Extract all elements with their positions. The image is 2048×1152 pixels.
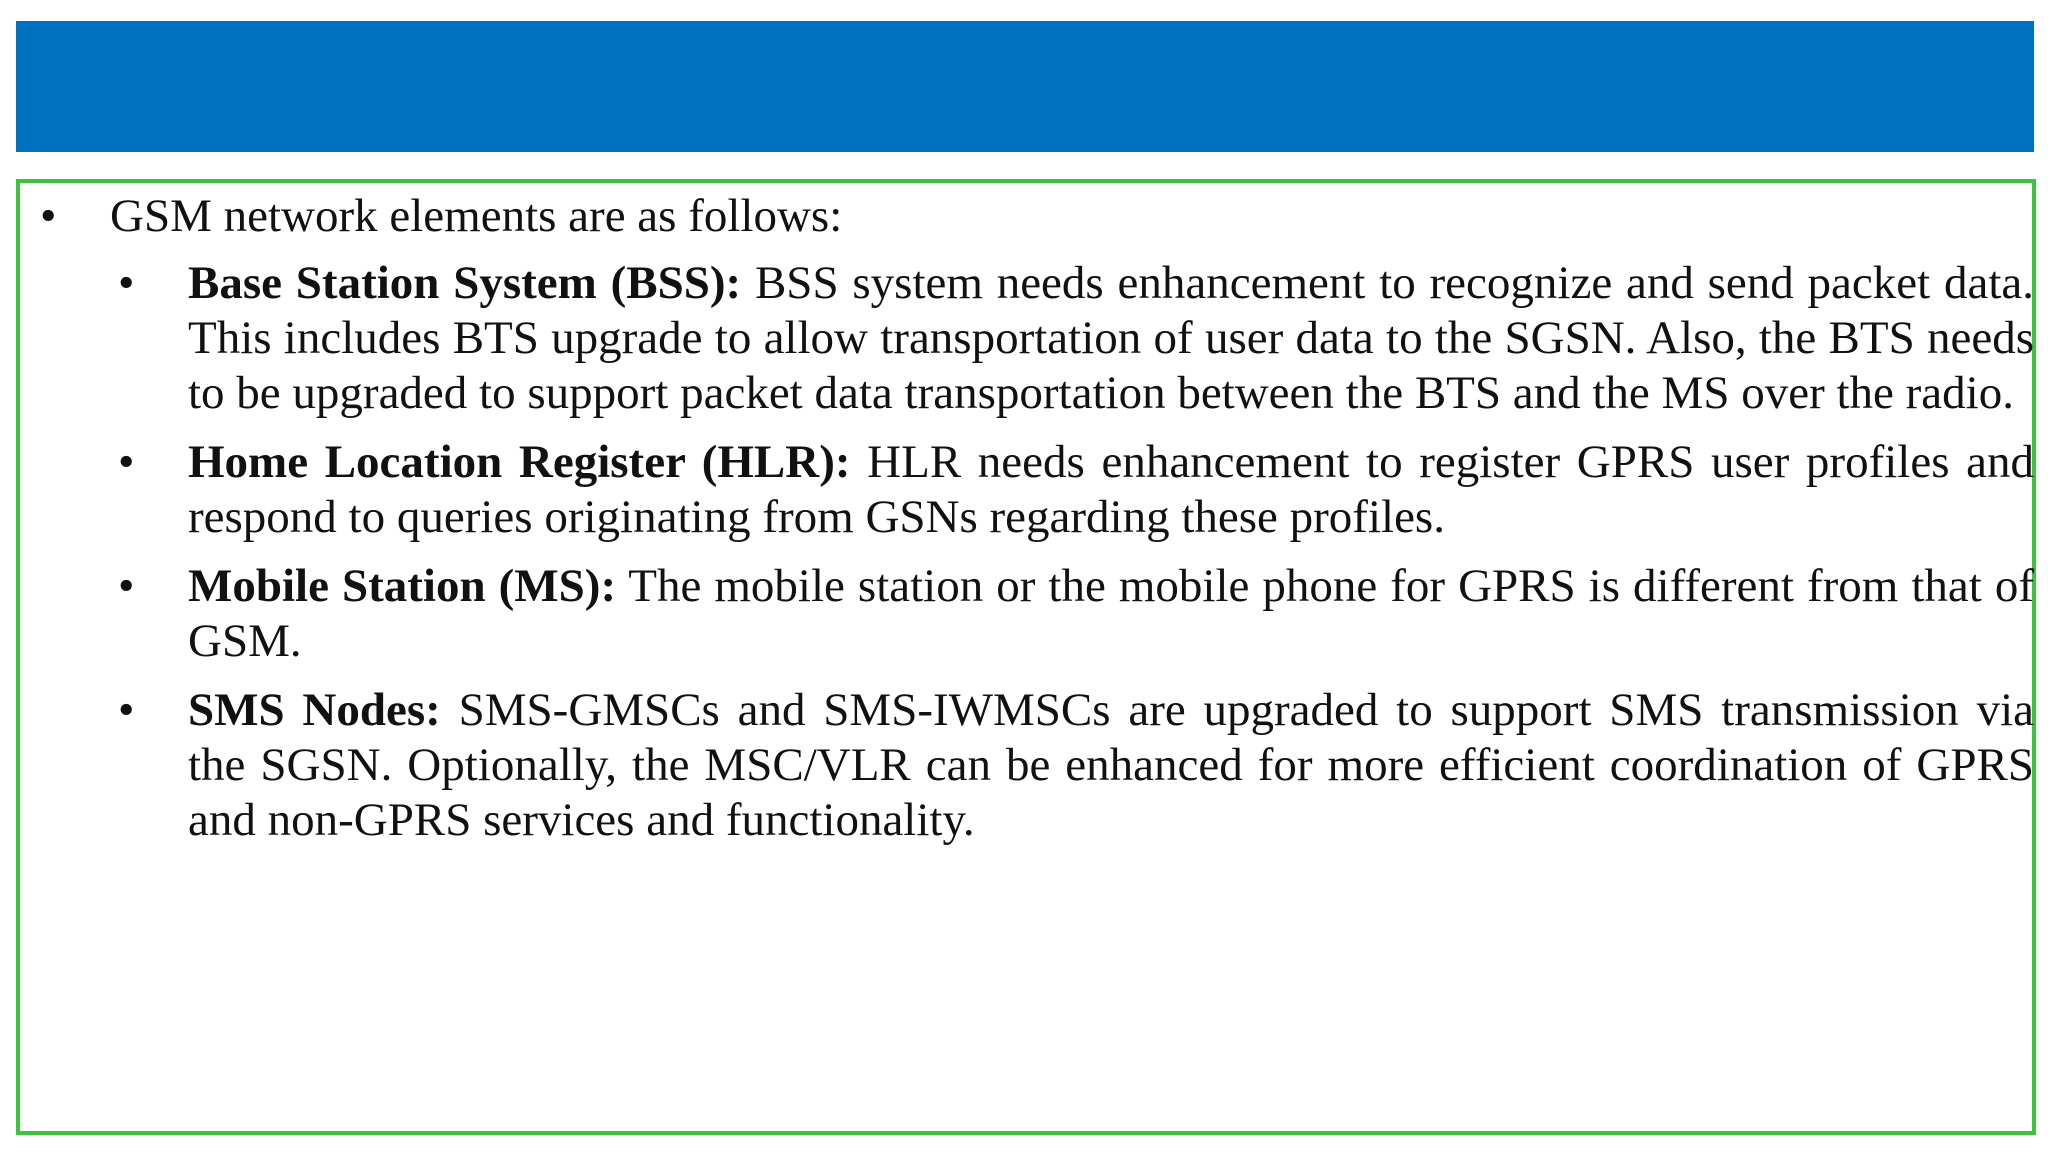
sub-bullet-list [110,256,2034,848]
slide-body [40,189,2034,862]
bullet-icon: • [40,190,57,242]
title-band [16,21,2034,152]
description-bss: BSS system needs enhancement to recognize and send packet data. This includes BTS upgrade to allow transportation of user data to the SGSN. Also, the BTS needs to be upgraded to support packet data transportation between the BTS and the MS over the radio. [188,257,2034,419]
description-hlr: HLR needs enhancement to register GPRS user profiles and respond to queries originating from GSNs regarding these profiles. [188,436,2034,543]
content-box [16,179,2036,1135]
bullet-icon: • [118,436,135,488]
term-bss: Base Station System (BSS): [188,257,742,309]
bullet-icon: • [118,257,135,309]
intro-text: GSM network elements are as follows: [110,190,843,242]
description-ms: The mobile station or the mobile phone for GPRS is different from that of GSM. [188,560,2035,667]
bullet-icon: • [118,684,135,736]
list-item-intro [40,189,2034,848]
list-item-sms [110,683,2034,848]
term-hlr: Home Location Register (HLR): [188,436,851,488]
list-item-ms [110,559,2034,669]
list-item-hlr [110,435,2034,545]
bullet-icon: • [118,560,135,612]
bullet-list [40,189,2034,848]
term-ms: Mobile Station (MS): [188,560,617,612]
list-item-bss [110,256,2034,421]
description-sms: SMS-GMSCs and SMS-IWMSCs are upgraded to support SMS transmission via the SGSN. Optionally, the MSC/VLR can be enhanced for more efficient coordination of GPRS and non-GPRS services and functionality. [188,684,2034,846]
term-sms: SMS Nodes: [188,684,441,736]
